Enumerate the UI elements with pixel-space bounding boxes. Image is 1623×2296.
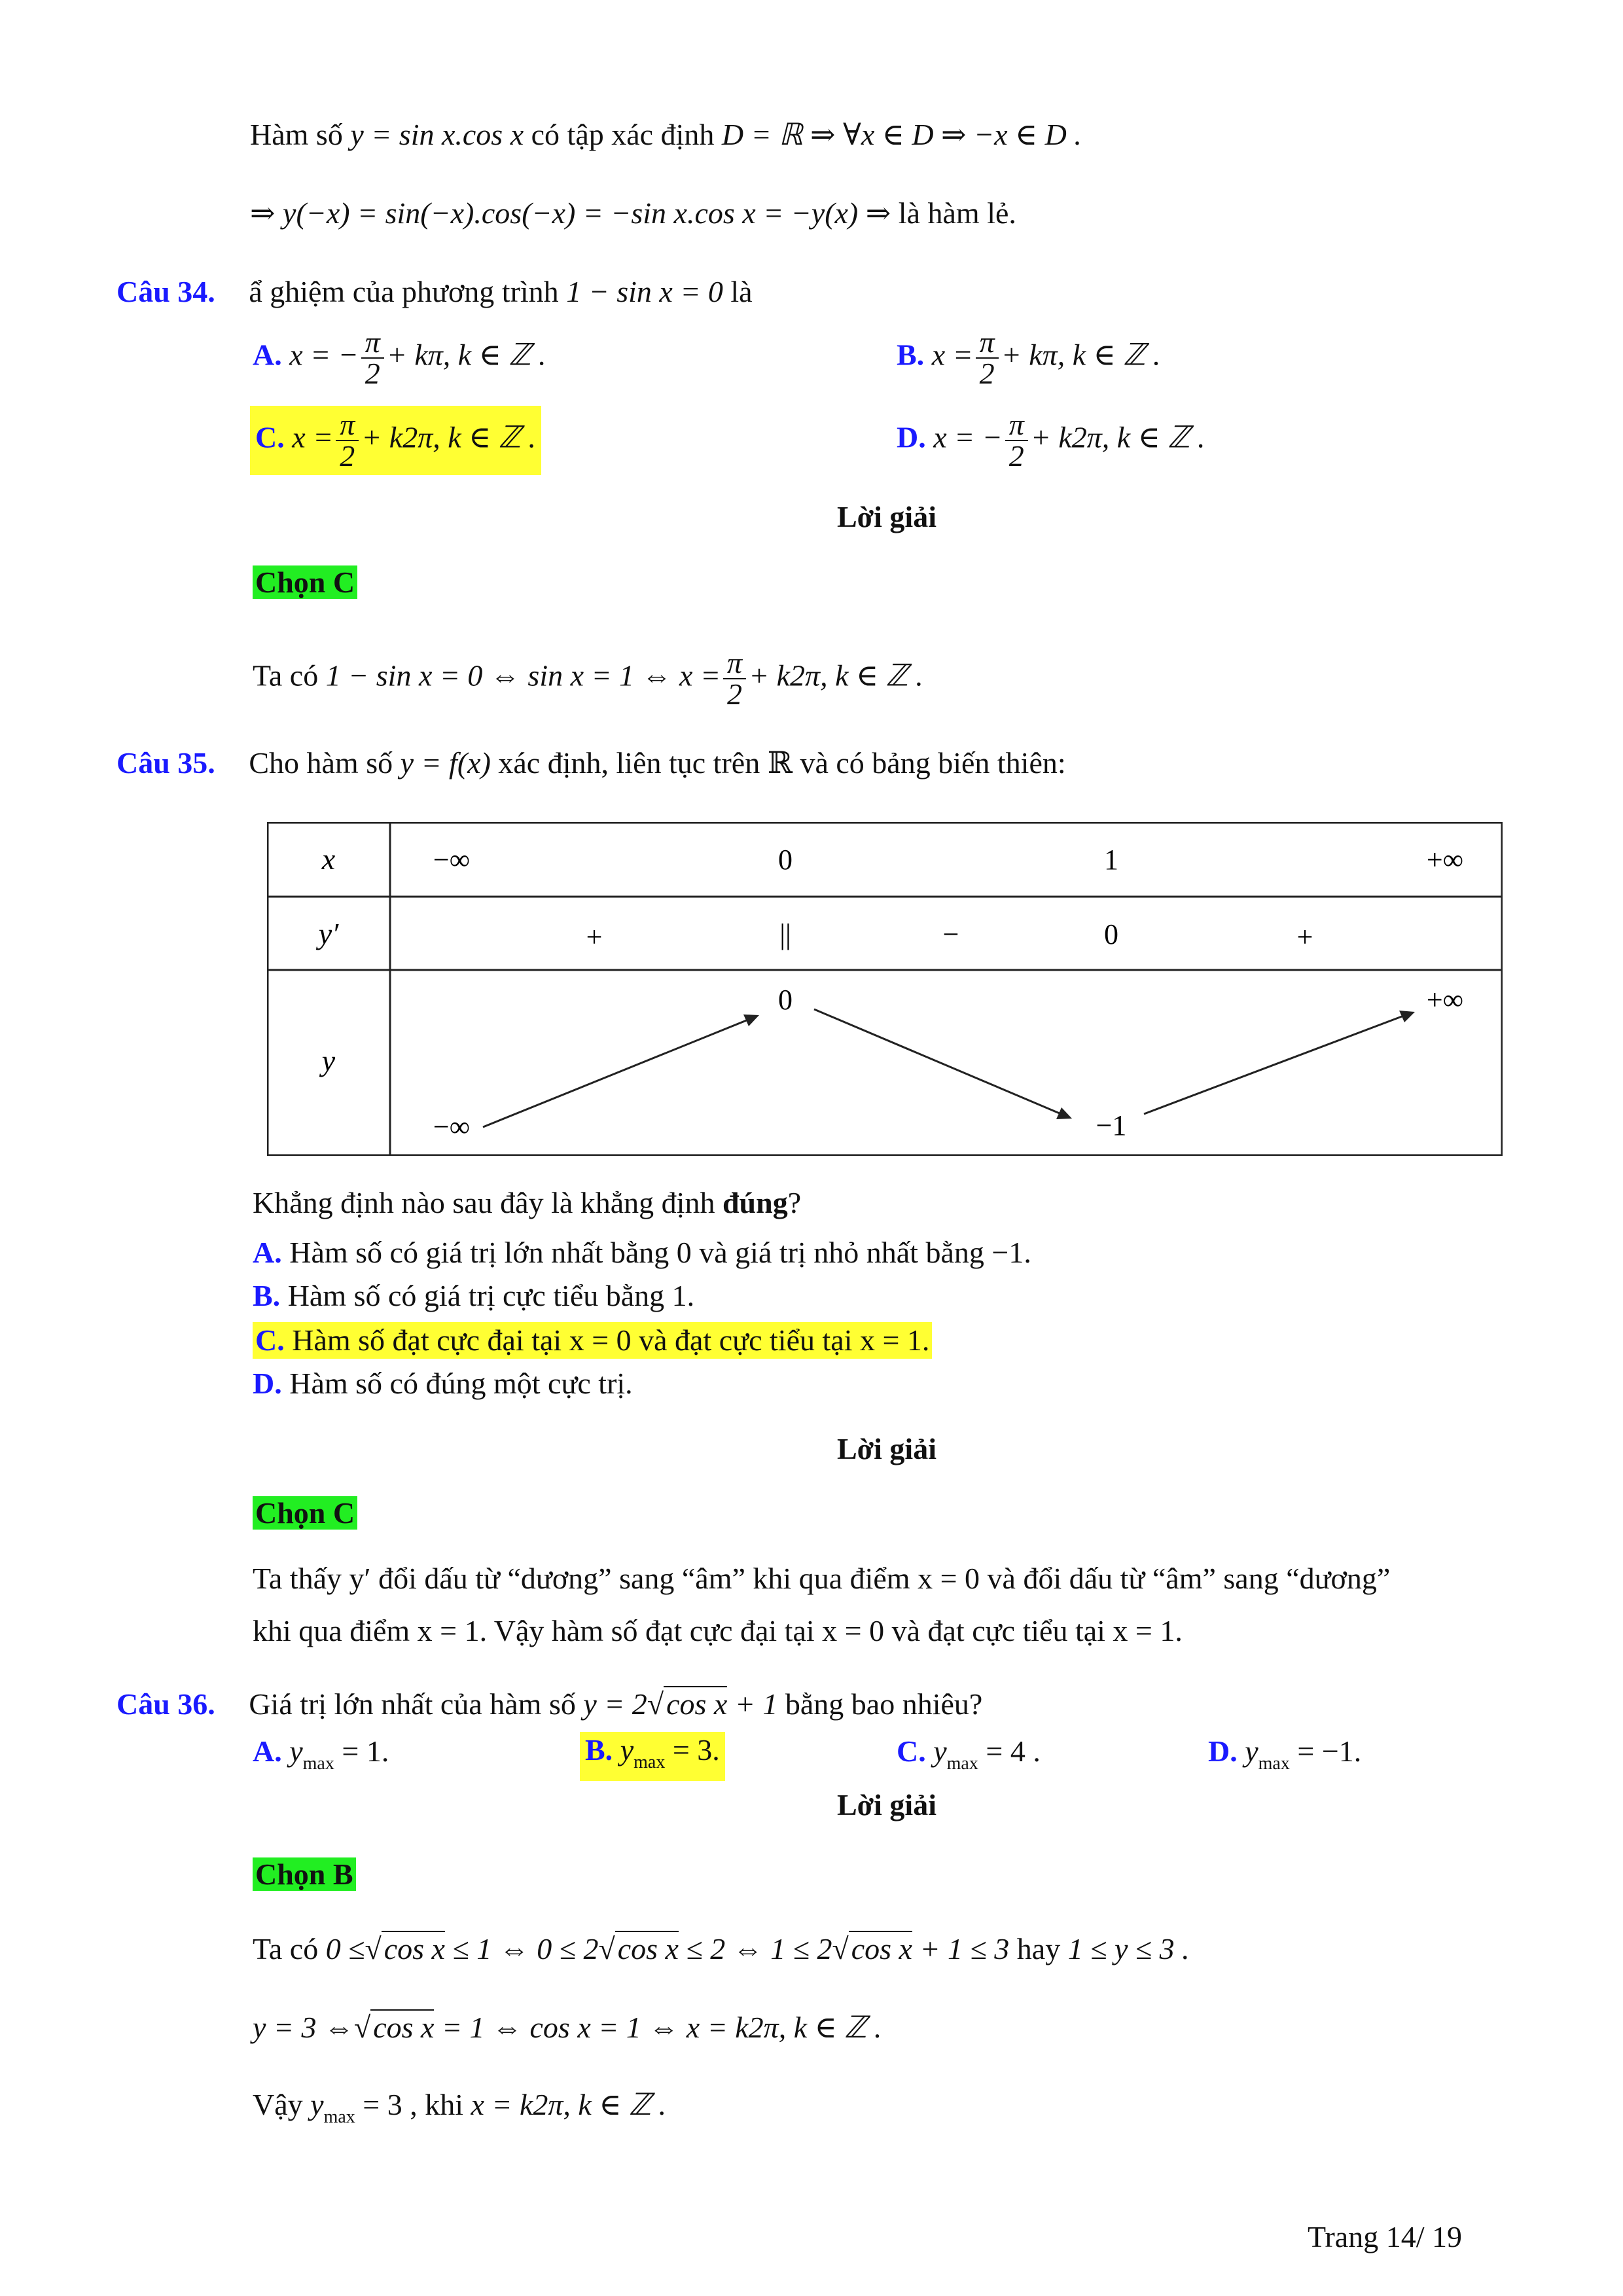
row-label-yprime: y′: [318, 917, 339, 950]
q36-solution-title: Lời giải: [837, 1788, 936, 1821]
page-number: Trang 14/ 19: [1308, 2220, 1462, 2253]
y-value: 0: [778, 984, 793, 1016]
sqrt-icon: √: [598, 1932, 615, 1965]
q34-option-d[interactable]: D. x = − $\frac{\pi}{2}$ + k2π, k ∈ ℤ .: [897, 408, 1205, 473]
increasing-arrow: [1144, 1014, 1407, 1114]
derivative-zero: 0: [1104, 918, 1118, 950]
q35-option-b[interactable]: B. Hàm số có giá trị cực tiểu bằng 1.: [253, 1279, 695, 1312]
q35-question: Khẳng định nào sau đây là khẳng định đúng?: [253, 1186, 802, 1219]
question-label: Câu 35.: [116, 746, 215, 780]
x-value: 1: [1104, 844, 1118, 876]
derivative-sign: −: [942, 918, 959, 950]
derivative-sign: +: [1296, 921, 1313, 953]
fraction: $\frac{\pi}{2}$: [336, 410, 359, 471]
y-value: +∞: [1426, 984, 1464, 1016]
formula: 1 − sin x = 0 ⇔ sin x = 1 ⇔ x =: [325, 658, 721, 692]
intro-line-2: ⇒ y(−x) = sin(−x).cos(−x) = −sin x.cos x = −y(x) ⇒ là hàm lẻ.: [250, 196, 1016, 230]
q35-option-a[interactable]: A. Hàm số có giá trị lớn nhất bằng 0 và giá trị nhỏ nhất bằng −1.: [253, 1236, 1031, 1269]
x-value: −∞: [433, 844, 471, 876]
formula: 1 − sin x = 0: [566, 275, 723, 308]
q35-choice: Chọn C: [253, 1495, 357, 1532]
q36-solution-line-2: y = 3 ⇔√cos x = 1 ⇔ cos x = 1 ⇔ x = k2π, k ∈ ℤ .: [253, 2011, 882, 2044]
q34-solution-line: Ta có 1 − sin x = 0 ⇔ sin x = 1 ⇔ x = $\frac{\pi}{2}$ + k2π, k ∈ ℤ .: [253, 646, 923, 711]
q34-solution-title: Lời giải: [837, 500, 936, 533]
variation-table: [267, 822, 1503, 1156]
sqrt-icon: √: [647, 1687, 664, 1721]
q36-solution-line-1: Ta có 0 ≤√cos x ≤ 1 ⇔ 0 ≤ 2√cos x ≤ 2 ⇔ 1 ≤ 2√cos x + 1 ≤ 3 hay 1 ≤ y ≤ 3 .: [253, 1932, 1190, 1965]
q34-option-b[interactable]: B. x = $\frac{\pi}{2}$ + kπ, k ∈ ℤ .: [897, 325, 1161, 390]
sqrt-icon: √: [365, 1932, 382, 1965]
row-label-x: x: [321, 842, 336, 876]
y-value: −∞: [433, 1111, 471, 1143]
fraction: $\frac{\pi}{2}$: [1005, 410, 1028, 471]
q35-solution-title: Lời giải: [837, 1432, 936, 1465]
question-34-stem: Câu 34. ẩ ghiệm của phương trình 1 − sin x = 0 là: [116, 275, 753, 308]
question-label: Câu 34.: [116, 275, 215, 308]
derivative-sign: +: [586, 921, 603, 953]
q36-option-d[interactable]: D. $y_{max} = -1$.: [1208, 1734, 1362, 1774]
formula: D = ℝ ⇒ ∀x ∈ D ⇒ −x ∈ D .: [721, 118, 1082, 151]
q36-option-c[interactable]: C. $y_{max} = 4$ .: [897, 1734, 1041, 1774]
q36-solution-line-3: Vậy $y_{max} = 3$ , khi x = k2π, k ∈ ℤ .: [253, 2088, 667, 2127]
q36-choice: Chọn B: [253, 1856, 356, 1893]
formula: ⇒ y(−x) = sin(−x).cos(−x) = −sin x.cos x = −y(x) ⇒: [250, 196, 891, 230]
increasing-arrow: [483, 1018, 751, 1127]
fraction: $\frac{\pi}{2}$: [361, 327, 384, 389]
intro-line-1: Hàm số y = sin x.cos x có tập xác định D = ℝ ⇒ ∀x ∈ D ⇒ −x ∈ D .: [250, 118, 1082, 151]
derivative-undefined: ||: [779, 918, 791, 950]
x-value: +∞: [1426, 844, 1464, 876]
decreasing-arrow: [814, 1009, 1064, 1115]
fraction: $\frac{\pi}{2}$: [976, 327, 999, 389]
q36-option-b[interactable]: B. $y_{max} = 3$.: [580, 1732, 725, 1781]
fraction: $\frac{\pi}{2}$: [723, 648, 746, 709]
q35-solution-line-2: khi qua điểm x = 1. Vậy hàm số đạt cực đại tại x = 0 và đạt cực tiểu tại x = 1.: [253, 1614, 1183, 1647]
sqrt-icon: √: [353, 2011, 371, 2044]
q34-option-c[interactable]: C. x = $\frac{\pi}{2}$ + k2π, k ∈ ℤ .: [250, 406, 541, 475]
question-label: Câu 36.: [116, 1687, 215, 1721]
q35-option-d[interactable]: D. Hàm số có đúng một cực trị.: [253, 1367, 633, 1400]
q35-solution-line-1: Ta thấy y′ đổi dấu từ “dương” sang “âm” khi qua điểm x = 0 và đổi dấu từ “âm” sang “dương”: [253, 1562, 1391, 1595]
question-35-stem: Câu 35. Cho hàm số y = f(x) xác định, liên tục trên ℝ và có bảng biến thiên:: [116, 746, 1066, 780]
q35-option-c[interactable]: C. Hàm số đạt cực đại tại x = 0 và đạt cực tiểu tại x = 1.: [253, 1322, 932, 1359]
row-label-y: y: [321, 1044, 336, 1077]
sqrt-icon: √: [832, 1932, 849, 1965]
x-value: 0: [778, 844, 793, 876]
q34-option-a[interactable]: A. x = − $\frac{\pi}{2}$ + kπ, k ∈ ℤ .: [253, 325, 546, 390]
formula: y = sin x.cos x: [350, 118, 524, 151]
formula: y = f(x): [400, 746, 491, 780]
question-36-stem: Câu 36. Giá trị lớn nhất của hàm số y = 2√cos x + 1 bằng bao nhiêu?: [116, 1687, 983, 1721]
q34-choice: Chọn C: [253, 564, 357, 601]
q36-option-a[interactable]: A. $y_{max} = 1$.: [253, 1734, 389, 1774]
y-value: −1: [1096, 1109, 1127, 1141]
